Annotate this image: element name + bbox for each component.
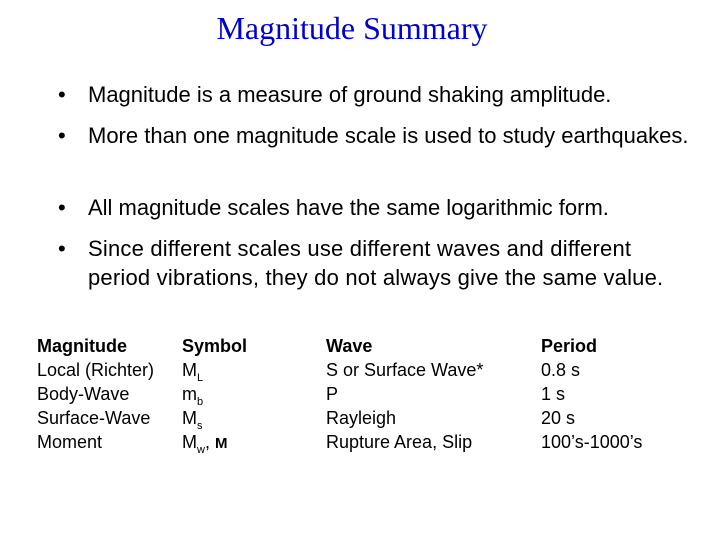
column-header-magnitude: Magnitude: [37, 336, 127, 356]
table-cell-wave: Rupture Area, Slip: [326, 432, 473, 452]
table-cell-wave: P: [326, 384, 339, 404]
table-cell-magnitude: Local (Richter): [37, 360, 155, 380]
symbol-base: M: [182, 408, 197, 428]
column-header-wave: Wave: [326, 336, 373, 356]
symbol-separator: ,: [204, 432, 215, 452]
symbol-base: M: [182, 432, 197, 452]
symbol-subscript: b: [197, 396, 204, 408]
table-cell-period: 1 s: [541, 384, 566, 404]
period-column: [541, 334, 642, 454]
bullet-marker: •: [58, 123, 66, 148]
bullet-text: Since different scales use different waves and different period vibrations, they do not always give the same value.: [88, 236, 664, 290]
symbol-base: m: [182, 384, 197, 404]
slide-title: Magnitude Summary: [216, 10, 488, 46]
magnitude-column: [37, 334, 154, 454]
table-cell-period: 20 s: [541, 408, 576, 428]
table-cell-symbol: [182, 430, 247, 454]
wave-column: [326, 334, 483, 454]
table-cell-wave: Rayleigh: [326, 408, 397, 428]
bullet-marker: •: [58, 195, 66, 220]
column-header-period: Period: [541, 336, 598, 356]
table-cell-period: 100’s-1000’s: [541, 432, 643, 452]
column-header-symbol: Symbol: [182, 336, 248, 356]
table-cell-symbol: [182, 382, 247, 406]
table-cell-period: 0.8 s: [541, 360, 581, 380]
table-cell-magnitude: Surface-Wave: [37, 408, 151, 428]
symbol-extra: M: [214, 435, 228, 452]
symbol-column: [182, 334, 247, 454]
table-cell-wave: S or Surface Wave*: [326, 360, 484, 380]
symbol-base: M: [182, 360, 197, 380]
table-cell-magnitude: Moment: [37, 432, 103, 452]
bullet-text: Magnitude is a measure of ground shaking amplitude.: [88, 82, 612, 107]
symbol-subscript: s: [197, 420, 203, 432]
table-cell-magnitude: Body-Wave: [37, 384, 130, 404]
bullet-text: All magnitude scales have the same logarithmic form.: [88, 195, 609, 220]
table-cell-symbol: [182, 358, 247, 382]
table-cell-symbol: [182, 406, 247, 430]
bullet-text: More than one magnitude scale is used to study earthquakes.: [88, 123, 689, 148]
symbol-subscript: L: [197, 372, 204, 384]
bullet-marker: •: [58, 236, 66, 261]
symbol-subscript: w: [197, 444, 205, 456]
bullet-marker: •: [58, 82, 66, 107]
